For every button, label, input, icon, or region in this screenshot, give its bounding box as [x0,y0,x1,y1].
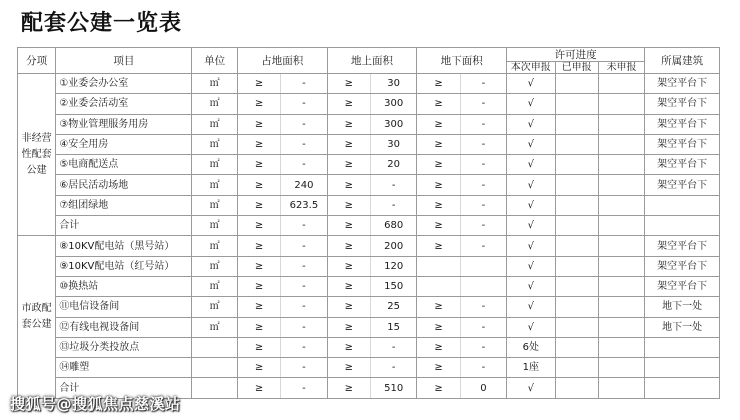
land-area-value-cell: - [281,114,327,134]
below-ground-value-cell: - [460,195,506,215]
col-header-unit: 单位 [192,48,237,74]
permit-done-cell [555,155,598,175]
land-area-value-cell: - [281,94,327,114]
above-ground-op-cell: ≥ [327,236,370,256]
land-area-value-cell: - [281,358,327,378]
above-ground-op-cell: ≥ [327,378,370,398]
above-ground-op-cell: ≥ [327,114,370,134]
permit-current-cell: √ [507,216,555,236]
building-cell [645,378,720,398]
unit-cell: ㎡ [192,195,237,215]
above-ground-value-cell: 30 [370,74,416,94]
col-header-permit-current: 本次申报 [507,62,555,74]
table-row [18,256,720,276]
land-area-op-cell: ≥ [237,94,280,114]
facilities-table [17,47,720,399]
table-row [18,216,720,236]
table-row [18,195,720,215]
col-header-land-area: 占地面积 [237,48,327,74]
building-cell: 架空平台下 [645,276,720,296]
above-ground-value-cell: 25 [370,297,416,317]
above-ground-op-cell: ≥ [327,276,370,296]
table-row [18,114,720,134]
land-area-op-cell: ≥ [237,155,280,175]
item-cell: ④安全用房 [56,134,192,154]
below-ground-op-cell: ≥ [417,155,460,175]
land-area-value-cell: - [281,216,327,236]
permit-pending-cell [598,297,644,317]
below-ground-value-cell: - [460,94,506,114]
below-ground-value-cell: - [460,317,506,337]
above-ground-op-cell: ≥ [327,74,370,94]
permit-done-cell [555,358,598,378]
permit-pending-cell [598,155,644,175]
permit-current-cell: 1座 [507,358,555,378]
land-area-value-cell: - [281,236,327,256]
unit-cell: ㎡ [192,74,237,94]
above-ground-op-cell: ≥ [327,94,370,114]
table-row [18,155,720,175]
building-cell: 架空平台下 [645,114,720,134]
building-cell: 地下一处 [645,297,720,317]
table-row [18,94,720,114]
above-ground-op-cell: ≥ [327,337,370,357]
permit-current-cell: √ [507,317,555,337]
permit-pending-cell [598,358,644,378]
below-ground-value-cell: - [460,236,506,256]
permit-done-cell [555,276,598,296]
above-ground-value-cell: 200 [370,236,416,256]
item-cell: ②业委会活动室 [56,94,192,114]
permit-pending-cell [598,236,644,256]
unit-cell: ㎡ [192,134,237,154]
above-ground-value-cell: - [370,358,416,378]
below-ground-op-cell: ≥ [417,195,460,215]
permit-done-cell [555,378,598,398]
header-row [18,48,720,62]
above-ground-value-cell: 150 [370,276,416,296]
permit-done-cell [555,337,598,357]
permit-done-cell [555,195,598,215]
land-area-value-cell: - [281,134,327,154]
unit-cell [192,378,237,398]
permit-pending-cell [598,134,644,154]
col-header-category: 分项 [18,48,56,74]
permit-current-cell: √ [507,94,555,114]
permit-pending-cell [598,276,644,296]
building-cell: 架空平台下 [645,134,720,154]
land-area-op-cell: ≥ [237,276,280,296]
table-row [18,297,720,317]
land-area-value-cell: 240 [281,175,327,195]
permit-current-cell: √ [507,236,555,256]
permit-current-cell: √ [507,195,555,215]
unit-cell: ㎡ [192,297,237,317]
permit-pending-cell [598,74,644,94]
col-header-permit-done: 已申报 [555,62,598,74]
unit-cell: ㎡ [192,317,237,337]
land-area-value-cell: - [281,297,327,317]
unit-cell: ㎡ [192,276,237,296]
unit-cell: ㎡ [192,114,237,134]
table-row [18,134,720,154]
unit-cell: ㎡ [192,175,237,195]
land-area-op-cell: ≥ [237,134,280,154]
table-row [18,276,720,296]
land-area-value-cell: - [281,337,327,357]
unit-cell: ㎡ [192,216,237,236]
permit-current-cell: √ [507,175,555,195]
permit-pending-cell [598,114,644,134]
col-header-below-ground: 地下面积 [417,48,507,74]
below-ground-op-cell: ≥ [417,378,460,398]
permit-current-cell: √ [507,114,555,134]
permit-done-cell [555,297,598,317]
below-ground-op-cell: ≥ [417,114,460,134]
land-area-value-cell: - [281,155,327,175]
permit-done-cell [555,175,598,195]
building-cell: 地下一处 [645,317,720,337]
permit-done-cell [555,74,598,94]
watermark: 搜狐号@搜狐焦点慈溪站 [10,395,181,413]
below-ground-value-cell: - [460,358,506,378]
above-ground-op-cell: ≥ [327,216,370,236]
building-cell: 架空平台下 [645,155,720,175]
building-cell: 架空平台下 [645,94,720,114]
below-ground-value-cell: - [460,114,506,134]
permit-done-cell [555,114,598,134]
below-ground-value-cell: - [460,134,506,154]
above-ground-value-cell: 15 [370,317,416,337]
land-area-op-cell: ≥ [237,256,280,276]
land-area-value-cell: - [281,317,327,337]
below-ground-value-cell: - [460,155,506,175]
item-cell: ⑨10KV配电站（红号站） [56,256,192,276]
permit-pending-cell [598,94,644,114]
permit-current-cell: √ [507,256,555,276]
land-area-value-cell: - [281,74,327,94]
land-area-op-cell: ≥ [237,378,280,398]
unit-cell: ㎡ [192,94,237,114]
land-area-op-cell: ≥ [237,114,280,134]
land-area-op-cell: ≥ [237,297,280,317]
permit-done-cell [555,134,598,154]
above-ground-value-cell: 20 [370,155,416,175]
below-ground-value-cell [460,276,506,296]
land-area-value-cell: - [281,256,327,276]
table-row [18,236,720,256]
land-area-op-cell: ≥ [237,236,280,256]
permit-pending-cell [598,175,644,195]
land-area-op-cell: ≥ [237,216,280,236]
land-area-op-cell: ≥ [237,317,280,337]
building-cell [645,358,720,378]
item-cell: ⑤电商配送点 [56,155,192,175]
item-cell: ⑬垃圾分类投放点 [56,337,192,357]
building-cell [645,216,720,236]
permit-pending-cell [598,195,644,215]
below-ground-value-cell: - [460,297,506,317]
permit-pending-cell [598,317,644,337]
above-ground-value-cell: - [370,195,416,215]
item-cell: ⑫有线电视设备间 [56,317,192,337]
table-row [18,337,720,357]
below-ground-value-cell: - [460,337,506,357]
permit-pending-cell [598,216,644,236]
col-header-permit-progress: 许可进度 [507,48,645,62]
above-ground-value-cell: - [370,337,416,357]
above-ground-op-cell: ≥ [327,175,370,195]
below-ground-op-cell: ≥ [417,175,460,195]
col-header-item: 项目 [56,48,192,74]
item-cell: ⑭雕塑 [56,358,192,378]
item-cell: ⑩换热站 [56,276,192,296]
land-area-op-cell: ≥ [237,337,280,357]
below-ground-value-cell: 0 [460,378,506,398]
permit-done-cell [555,256,598,276]
table-row [18,317,720,337]
unit-cell: ㎡ [192,236,237,256]
below-ground-op-cell: ≥ [417,74,460,94]
above-ground-op-cell: ≥ [327,297,370,317]
below-ground-op-cell: ≥ [417,94,460,114]
permit-current-cell: √ [507,134,555,154]
above-ground-value-cell: - [370,175,416,195]
unit-cell: ㎡ [192,155,237,175]
col-header-permit-pending: 未申报 [598,62,644,74]
land-area-value-cell: - [281,378,327,398]
unit-cell [192,337,237,357]
land-area-op-cell: ≥ [237,175,280,195]
land-area-op-cell: ≥ [237,74,280,94]
below-ground-op-cell: ≥ [417,297,460,317]
permit-current-cell: √ [507,155,555,175]
land-area-op-cell: ≥ [237,358,280,378]
permit-pending-cell [598,256,644,276]
item-cell: 合计 [56,216,192,236]
permit-current-cell: √ [507,297,555,317]
table-row [18,74,720,94]
below-ground-op-cell [417,256,460,276]
building-cell: 架空平台下 [645,256,720,276]
above-ground-op-cell: ≥ [327,134,370,154]
permit-pending-cell [598,337,644,357]
item-cell: ③物业管理服务用房 [56,114,192,134]
table-body [18,74,720,399]
land-area-op-cell: ≥ [237,195,280,215]
below-ground-op-cell [417,276,460,296]
col-header-above-ground: 地上面积 [327,48,417,74]
building-cell: 架空平台下 [645,74,720,94]
below-ground-op-cell: ≥ [417,216,460,236]
below-ground-op-cell: ≥ [417,134,460,154]
above-ground-value-cell: 510 [370,378,416,398]
permit-current-cell: √ [507,276,555,296]
below-ground-op-cell: ≥ [417,337,460,357]
permit-pending-cell [598,378,644,398]
land-area-value-cell: 623.5 [281,195,327,215]
building-cell [645,195,720,215]
above-ground-op-cell: ≥ [327,195,370,215]
building-cell [645,337,720,357]
item-cell: ⑪电信设备间 [56,297,192,317]
below-ground-value-cell: - [460,216,506,236]
permit-done-cell [555,94,598,114]
below-ground-op-cell: ≥ [417,358,460,378]
above-ground-op-cell: ≥ [327,155,370,175]
item-cell: ⑧10KV配电站（黑号站） [56,236,192,256]
page-title: 配套公建一览表 [21,11,183,36]
above-ground-value-cell: 30 [370,134,416,154]
item-cell: 合计 [56,378,192,398]
below-ground-value-cell: - [460,175,506,195]
above-ground-value-cell: 120 [370,256,416,276]
building-cell: 架空平台下 [645,236,720,256]
item-cell: ①业委会办公室 [56,74,192,94]
permit-done-cell [555,236,598,256]
below-ground-value-cell [460,256,506,276]
permit-current-cell: √ [507,74,555,94]
above-ground-value-cell: 300 [370,94,416,114]
below-ground-op-cell: ≥ [417,236,460,256]
category-cell: 非经营性配套公建 [18,74,56,236]
building-cell: 架空平台下 [645,175,720,195]
unit-cell: ㎡ [192,256,237,276]
above-ground-op-cell: ≥ [327,358,370,378]
item-cell: ⑦组团绿地 [56,195,192,215]
above-ground-value-cell: 680 [370,216,416,236]
category-cell: 市政配套公建 [18,236,56,398]
permit-done-cell [555,216,598,236]
item-cell: ⑥居民活动场地 [56,175,192,195]
land-area-value-cell: - [281,276,327,296]
below-ground-value-cell: - [460,74,506,94]
permit-current-cell: √ [507,378,555,398]
above-ground-op-cell: ≥ [327,256,370,276]
permit-done-cell [555,317,598,337]
col-header-building: 所属建筑 [645,48,720,74]
above-ground-op-cell: ≥ [327,317,370,337]
above-ground-value-cell: 300 [370,114,416,134]
table-row [18,358,720,378]
unit-cell [192,358,237,378]
permit-current-cell: 6处 [507,337,555,357]
table-row [18,175,720,195]
below-ground-op-cell: ≥ [417,317,460,337]
